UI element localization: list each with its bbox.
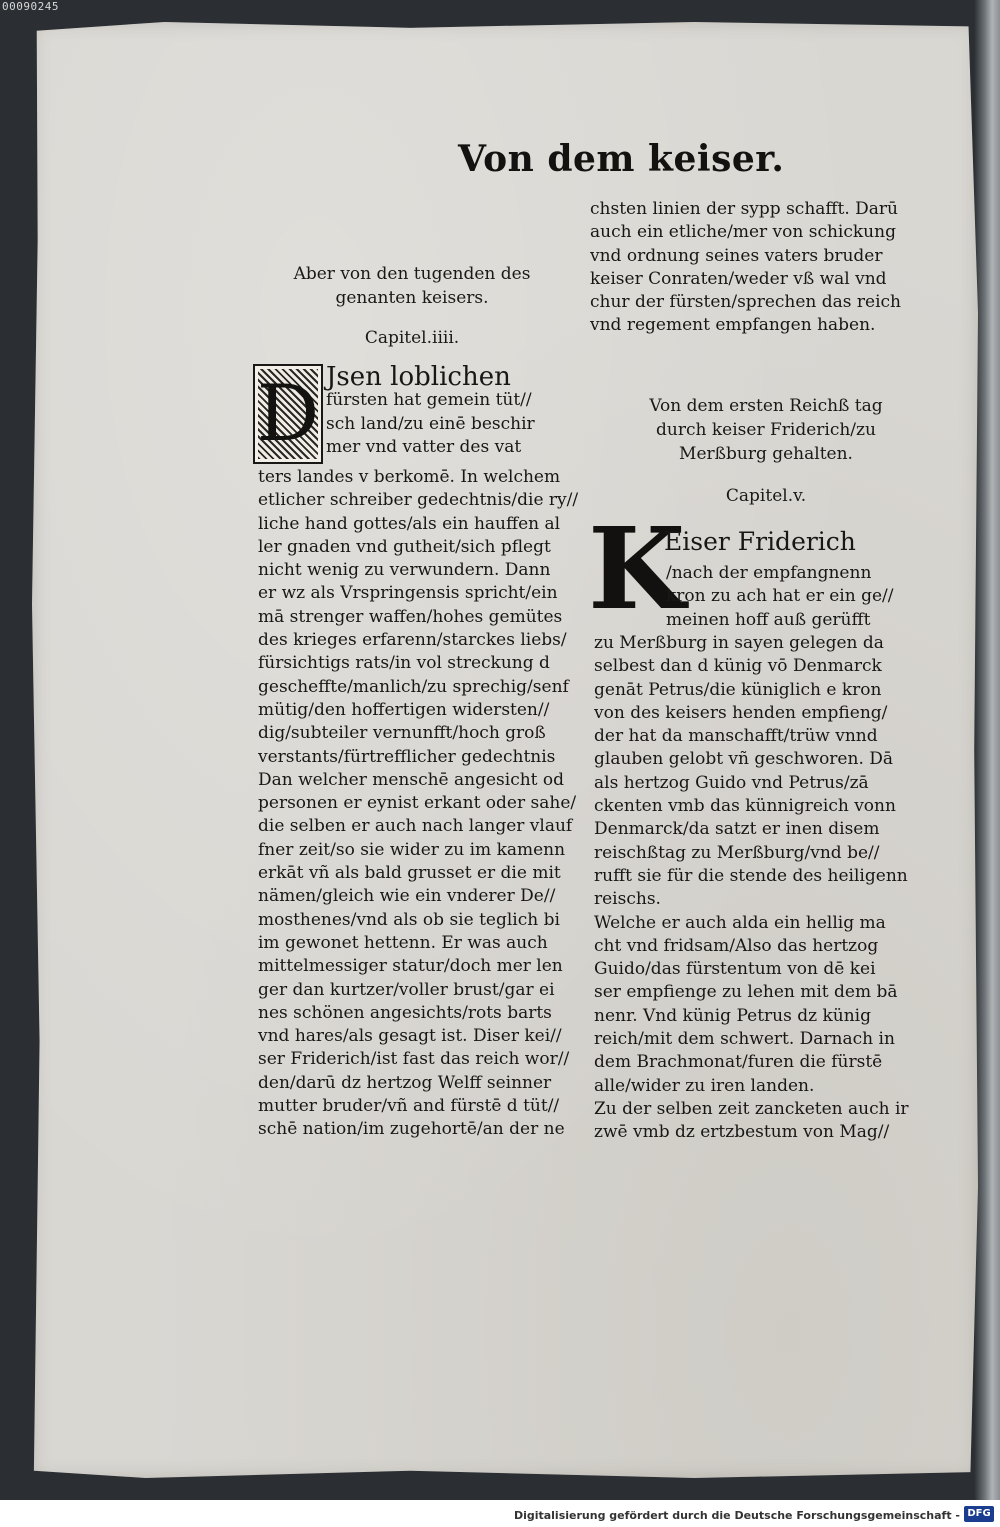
text-line: fürsten hat gemein tüt//: [326, 390, 532, 411]
text-line: ters landes v berkomē. In welchem: [258, 467, 561, 487]
text-line: mosthenes/vnd als ob sie teglich bi: [258, 909, 560, 930]
text-line: Welche er auch alda ein hellig ma: [594, 912, 886, 933]
text-line: personen er eynist erkant oder sahe/: [258, 793, 577, 814]
text-line: fner zeit/so sie wider zu im kamenn: [258, 839, 566, 860]
text-line: meinen hoff auß gerüfft: [666, 609, 871, 630]
text-line: der hat da manschafft/trüw vnnd: [594, 726, 878, 747]
text-line: nes schönen angesichts/rots barts: [258, 1002, 552, 1023]
left-heading-line-1: Aber von den tugenden des: [293, 264, 531, 284]
text-line: Eiser Friderich: [664, 527, 856, 556]
text-line: des krieges erfarenn/starckes liebs/: [258, 630, 567, 651]
text-line: nenr. Vnd künig Petrus dz künig: [594, 1005, 871, 1026]
text-line: liche hand gottes/als ein hauffen al: [258, 513, 561, 534]
text-line: ger dan kurtzer/voller brust/gar ei: [258, 979, 555, 1000]
text-line: reischs.: [594, 889, 661, 910]
text-line: die selben er auch nach langer vlauf: [258, 816, 573, 837]
right-text-column-body: [594, 632, 909, 1145]
text-line: erkāt vñ als bald grusset er die mit: [258, 863, 561, 884]
text-line: glauben gelobt vñ geschworen. Dā: [594, 749, 894, 770]
decorated-initial-d: [253, 364, 323, 464]
right-text-column-top: [590, 198, 901, 338]
scan-id-label: 00090245: [2, 0, 59, 13]
text-line: ser Friderich/ist fast das reich wor//: [258, 1049, 570, 1070]
text-line: ler gnaden vnd gutheit/sich pflegt: [258, 536, 551, 557]
text-line: selbest dan d künig vō Denmarck: [594, 656, 882, 677]
text-line: alle/wider zu iren landen.: [594, 1075, 815, 1096]
text-line: schē nation/im zugehortē/an der ne: [258, 1119, 565, 1140]
text-line: Guido/das fürstentum von dē kei: [594, 959, 876, 980]
left-chapter-label: Capitel.iiii.: [364, 328, 460, 348]
text-line: Dan welcher menschē angesicht od: [258, 769, 565, 790]
text-line: reischßtag zu Merßburg/vnd be//: [594, 842, 880, 863]
text-line: genāt Petrus/die küniglich e kron: [594, 679, 882, 700]
text-line: zwē vmb dz ertzbestum von Mag//: [594, 1122, 890, 1143]
text-line: etlicher schreiber gedechtnis/die ry//: [258, 490, 579, 511]
decorated-initial-k: K: [588, 504, 686, 635]
text-line: als hertzog Guido vnd Petrus/zā: [594, 772, 869, 793]
digitization-credit: Digitalisierung gefördert durch die Deutsche Forschungsgemeinschaft -: [513, 1509, 960, 1522]
left-heading-line-2: genanten keisers.: [335, 288, 489, 308]
right-heading-line-3: Merßburg gehalten.: [679, 444, 853, 464]
text-line: vnd regement empfangen haben.: [590, 315, 876, 336]
text-line: chsten linien der sypp schafft. Darū: [590, 199, 898, 219]
text-line: verstants/fürtrefflicher gedechtnis: [258, 746, 556, 767]
text-line: dig/subteiler vernunfft/hoch groß: [258, 723, 546, 744]
right-heading-line-2: durch keiser Friderich/zu: [656, 420, 876, 440]
text-line: mutter bruder/vñ and fürstē d tüt//: [258, 1096, 560, 1117]
text-line: dem Brachmonat/furen die fürstē: [594, 1052, 883, 1073]
text-line: zu Merßburg in sayen gelegen da: [594, 633, 884, 653]
text-line: kron zu ach hat er ein ge//: [666, 586, 894, 607]
text-line: er wz als Vrspringensis spricht/ein: [258, 583, 558, 604]
text-line: gescheffte/manlich/zu sprechig/senf: [258, 676, 569, 697]
text-line: vnd ordnung seines vaters bruder: [590, 245, 883, 266]
text-line: mittelmessiger statur/doch mer len: [258, 956, 563, 977]
text-line: im gewonet hettenn. Er was auch: [258, 932, 548, 953]
text-line: von des keisers henden empfieng/: [594, 702, 888, 723]
text-line: mütig/den hoffertigen widersten//: [258, 699, 550, 720]
left-text-column: [326, 362, 535, 459]
text-line: ser empfienge zu lehen mit dem bā: [594, 982, 898, 1003]
text-line: auch ein etliche/mer von schickung: [590, 222, 896, 243]
text-line: vnd hares/als gesagt ist. Diser kei//: [258, 1026, 562, 1047]
dfg-logo: DFG: [964, 1506, 994, 1522]
text-line: fürsichtigs rats/in vol streckung d: [258, 653, 550, 674]
right-chapter-label: Capitel.v.: [725, 486, 807, 506]
text-line: nicht wenig zu verwundern. Dann: [258, 560, 551, 581]
left-text-column-body: [258, 466, 578, 1142]
text-line: cht vnd fridsam/Also das hertzog: [594, 935, 879, 956]
right-text-column-lead: [664, 527, 856, 556]
text-line: reich/mit dem schwert. Darnach in: [594, 1029, 895, 1050]
text-line: mā strenger waffen/hohes gemütes: [258, 606, 563, 627]
text-line: /nach der empfangnenn: [666, 563, 872, 583]
text-line: mer vnd vatter des vat: [326, 436, 522, 457]
running-head: Von dem keiser.: [458, 138, 785, 180]
text-line: chur der fürsten/sprechen das reich: [590, 292, 901, 313]
initial-letter: D: [256, 369, 320, 459]
text-line: ckenten vmb das künnigreich vonn: [594, 796, 896, 817]
text-line: nämen/gleich wie ein vnderer De//: [258, 886, 556, 907]
book-edge: [974, 0, 1000, 1500]
right-heading-line-1: Von dem ersten Reichß tag: [649, 396, 883, 416]
text-line: Denmarck/da satzt er inen disem: [594, 819, 880, 840]
text-line: keiser Conraten/weder vß wal vnd: [590, 268, 887, 289]
text-line: Jsen loblichen: [326, 362, 511, 392]
text-line: rufft sie für die stende des heiligenn: [594, 865, 908, 886]
text-line: den/darū dz hertzog Welff seinner: [258, 1072, 552, 1093]
text-line: Zu der selben zeit zancketen auch ir: [594, 1098, 909, 1119]
right-text-column-indent: [666, 562, 894, 632]
text-line: sch land/zu einē beschir: [326, 413, 535, 434]
